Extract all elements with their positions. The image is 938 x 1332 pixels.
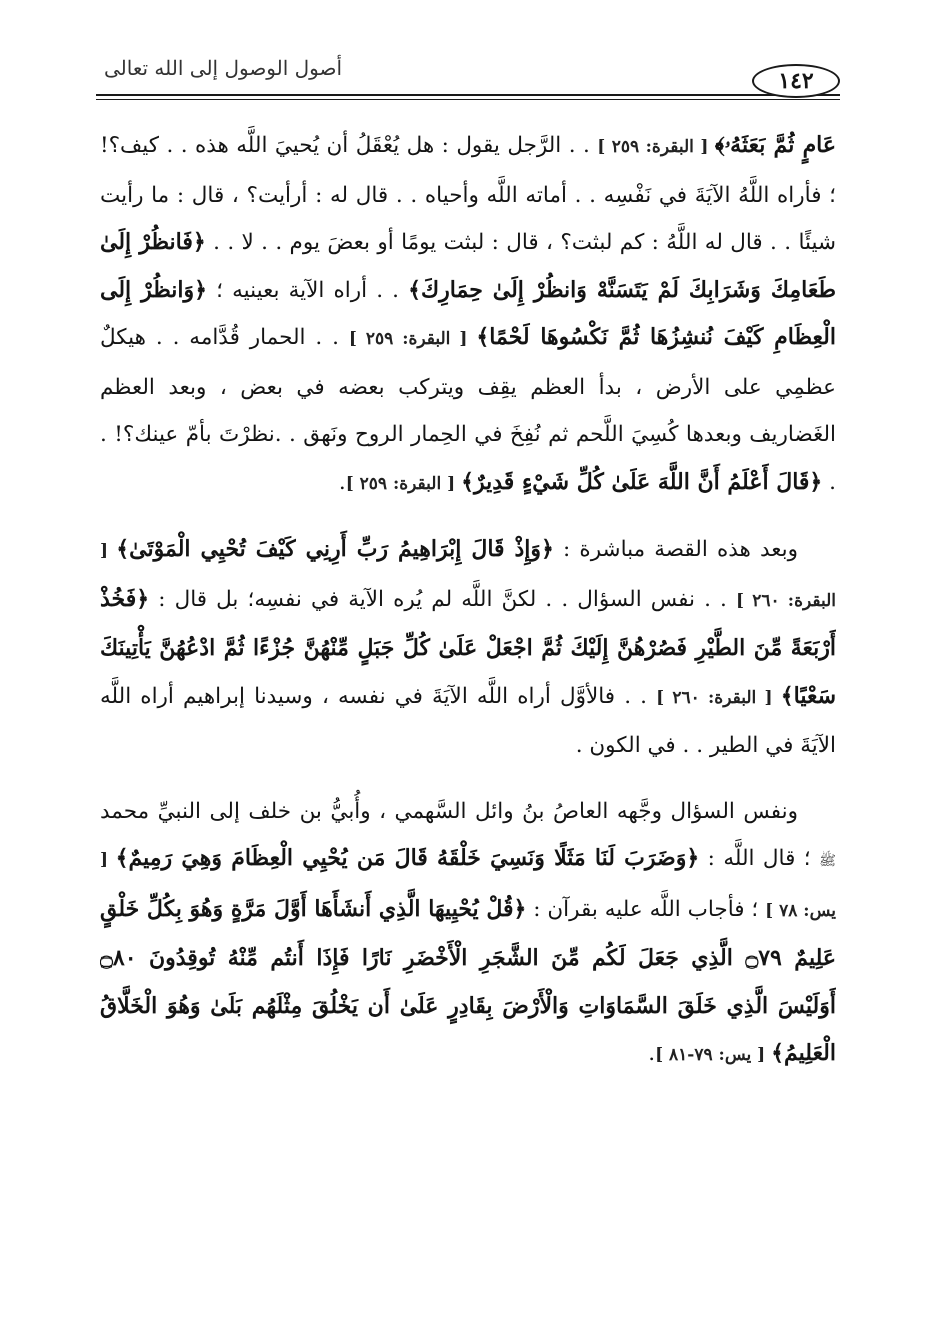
quran-quote: عَامٍ ثُمَّ بَعَثَهُۥ﴾ [714, 132, 836, 158]
verse-reference: [ يس: ٧٩-٨١ ] [655, 1045, 772, 1065]
body-text: . . أراه الآية بعينيه ؛ [207, 277, 409, 303]
verse-reference: [ البقرة: ٢٥٩ ] [597, 137, 715, 157]
body-text: ونفس السؤال وجَّهه العاصُ بنُ وائل السَّهمي ، وأُبيُّ بن خلف إلى النبيِّ محمد [100, 798, 798, 824]
paragraph-2 [100, 526, 836, 770]
body-text: وبعد هذه القصة مباشرة : [553, 537, 798, 562]
paragraph-1 [100, 122, 836, 508]
quran-quote: ﴿فَخُذْ أَرْبَعَةً مِّنَ الطَّيْرِ فَصُرْهُنَّ إِلَيْكَ ثُمَّ اجْعَلْ عَلَىٰ كُلِّ جَبَلٍ مِّنْهُنَّ جُزْءًا ثُمَّ ادْعُهُنَّ يَأْتِينَكَ سَعْيًا﴾ [100, 585, 836, 709]
body-text: . . نفس السؤال . . لكنَّ اللَّه لم يُره الآية في نفسِه؛ بل قال : [149, 586, 736, 612]
verse-reference: [ البقرة: ٢٦٠ ] [656, 687, 781, 708]
body-text: ؛ قال اللَّه : [699, 846, 820, 871]
page-header [96, 40, 840, 100]
header-rule [96, 94, 840, 96]
header-rule-thin [96, 99, 840, 100]
quran-quote: ﴿قَالَ أَعْلَمُ أَنَّ اللَّهَ عَلَىٰ كُلِّ شَيْءٍ قَدِيرٌ﴾ [461, 468, 823, 495]
verse-reference: [ البقرة: ٢٦٠ ] [100, 541, 836, 611]
quran-quote: ﴿وَإِذْ قَالَ إِبْرَاهِيمُ رَبِّ أَرِنِي كَيْفَ تُحْيِي الْمَوْتَىٰ﴾ [116, 536, 554, 562]
page-number: ١٤٢ [752, 64, 840, 98]
verse-reference: [ البقرة: ٢٥٩ ] [348, 329, 477, 349]
quran-quote: ﴿فَانظُرْ إِلَىٰ طَعَامِكَ وَشَرَابِكَ لَمْ يَتَسَنَّهْ وَانظُرْ إِلَىٰ حِمَارِكَ﴾ [100, 229, 836, 303]
body-text: . . الحمار قُدَّامه . . هيكلٌ عظمِي على الأرض ، بدأ العظم يقِف ويتركب بعضه في بعض ، وبعد العظم الغَضاريف وبعدها كُسِيَ اللَّحم ثم نُفِخَ في الحِمار الروح ونَهق . .نظرْتَ بأمّ عينك؟! . . [100, 325, 836, 495]
body-text: . . فالأوَّل أراه اللَّه الآيَةَ في نفسه ، وسيدنا إبراهيم أراه اللَّه الآيَةَ في الطير . . في الكون . [100, 683, 836, 758]
quran-quote: ﴿وَضَرَبَ لَنَا مَثَلًا وَنَسِيَ خَلْقَهُ قَالَ مَن يُحْيِي الْعِظَامَ وَهِيَ رَمِيمٌ﴾ [115, 845, 700, 871]
body-text: ؛ فأجاب اللَّه عليه بقرآن : [526, 896, 766, 922]
verse-reference: [ يس: ٧٨ ] [100, 850, 836, 921]
quran-quote: ﴿وَانظُرْ إِلَى الْعِظَامِ كَيْفَ نُنشِزُهَا ثُمَّ نَكْسُوهَا لَحْمًا﴾ [100, 276, 836, 350]
body-text: . . الرَّجل يقول : هل يُعْقَلُ أن يُحييَ اللَّه هذه . . كيف؟! ؛ فأراه اللَّهُ الآيَةَ في نَفْسِه . . أماته اللَّه وأحياه . . قال له : أرأيت؟ ، قال : ما رأيت شيئًا . . قال له اللَّهُ : كم لبثت؟ ، قال : لبثت يومًا أو بعضَ يوم . . لا . . [100, 133, 836, 255]
page-body [100, 122, 836, 1262]
verse-reference: [ البقرة: ٢٥٩ ] [345, 473, 462, 494]
body-text: . [338, 469, 346, 495]
paragraph-3 [100, 788, 836, 1080]
quran-quote: ﴿قُلْ يُحْيِيهَا الَّذِي أَنشَأَهَا أَوَّلَ مَرَّةٍ وَهُوَ بِكُلِّ خَلْقٍ عَلِيمٌ ۝٧٩ الَّذِي جَعَلَ لَكُم مِّنَ الشَّجَرِ الْأَخْضَرِ نَارًا فَإِذَا أَنتُم مِّنْهُ تُوقِدُونَ ۝٨٠ أَوَلَيْسَ الَّذِي خَلَقَ السَّمَاوَاتِ وَالْأَرْضَ بِقَادِرٍ عَلَىٰ أَن يَخْلُقَ مِثْلَهُم بَلَىٰ وَهُوَ الْخَلَّاقُ الْعَلِيمُ﴾ [100, 895, 836, 1066]
honorific-symbol: ﷺ [819, 853, 836, 869]
body-text: . [648, 1041, 656, 1066]
running-title: أصول الوصول إلى الله تعالى [104, 56, 343, 80]
